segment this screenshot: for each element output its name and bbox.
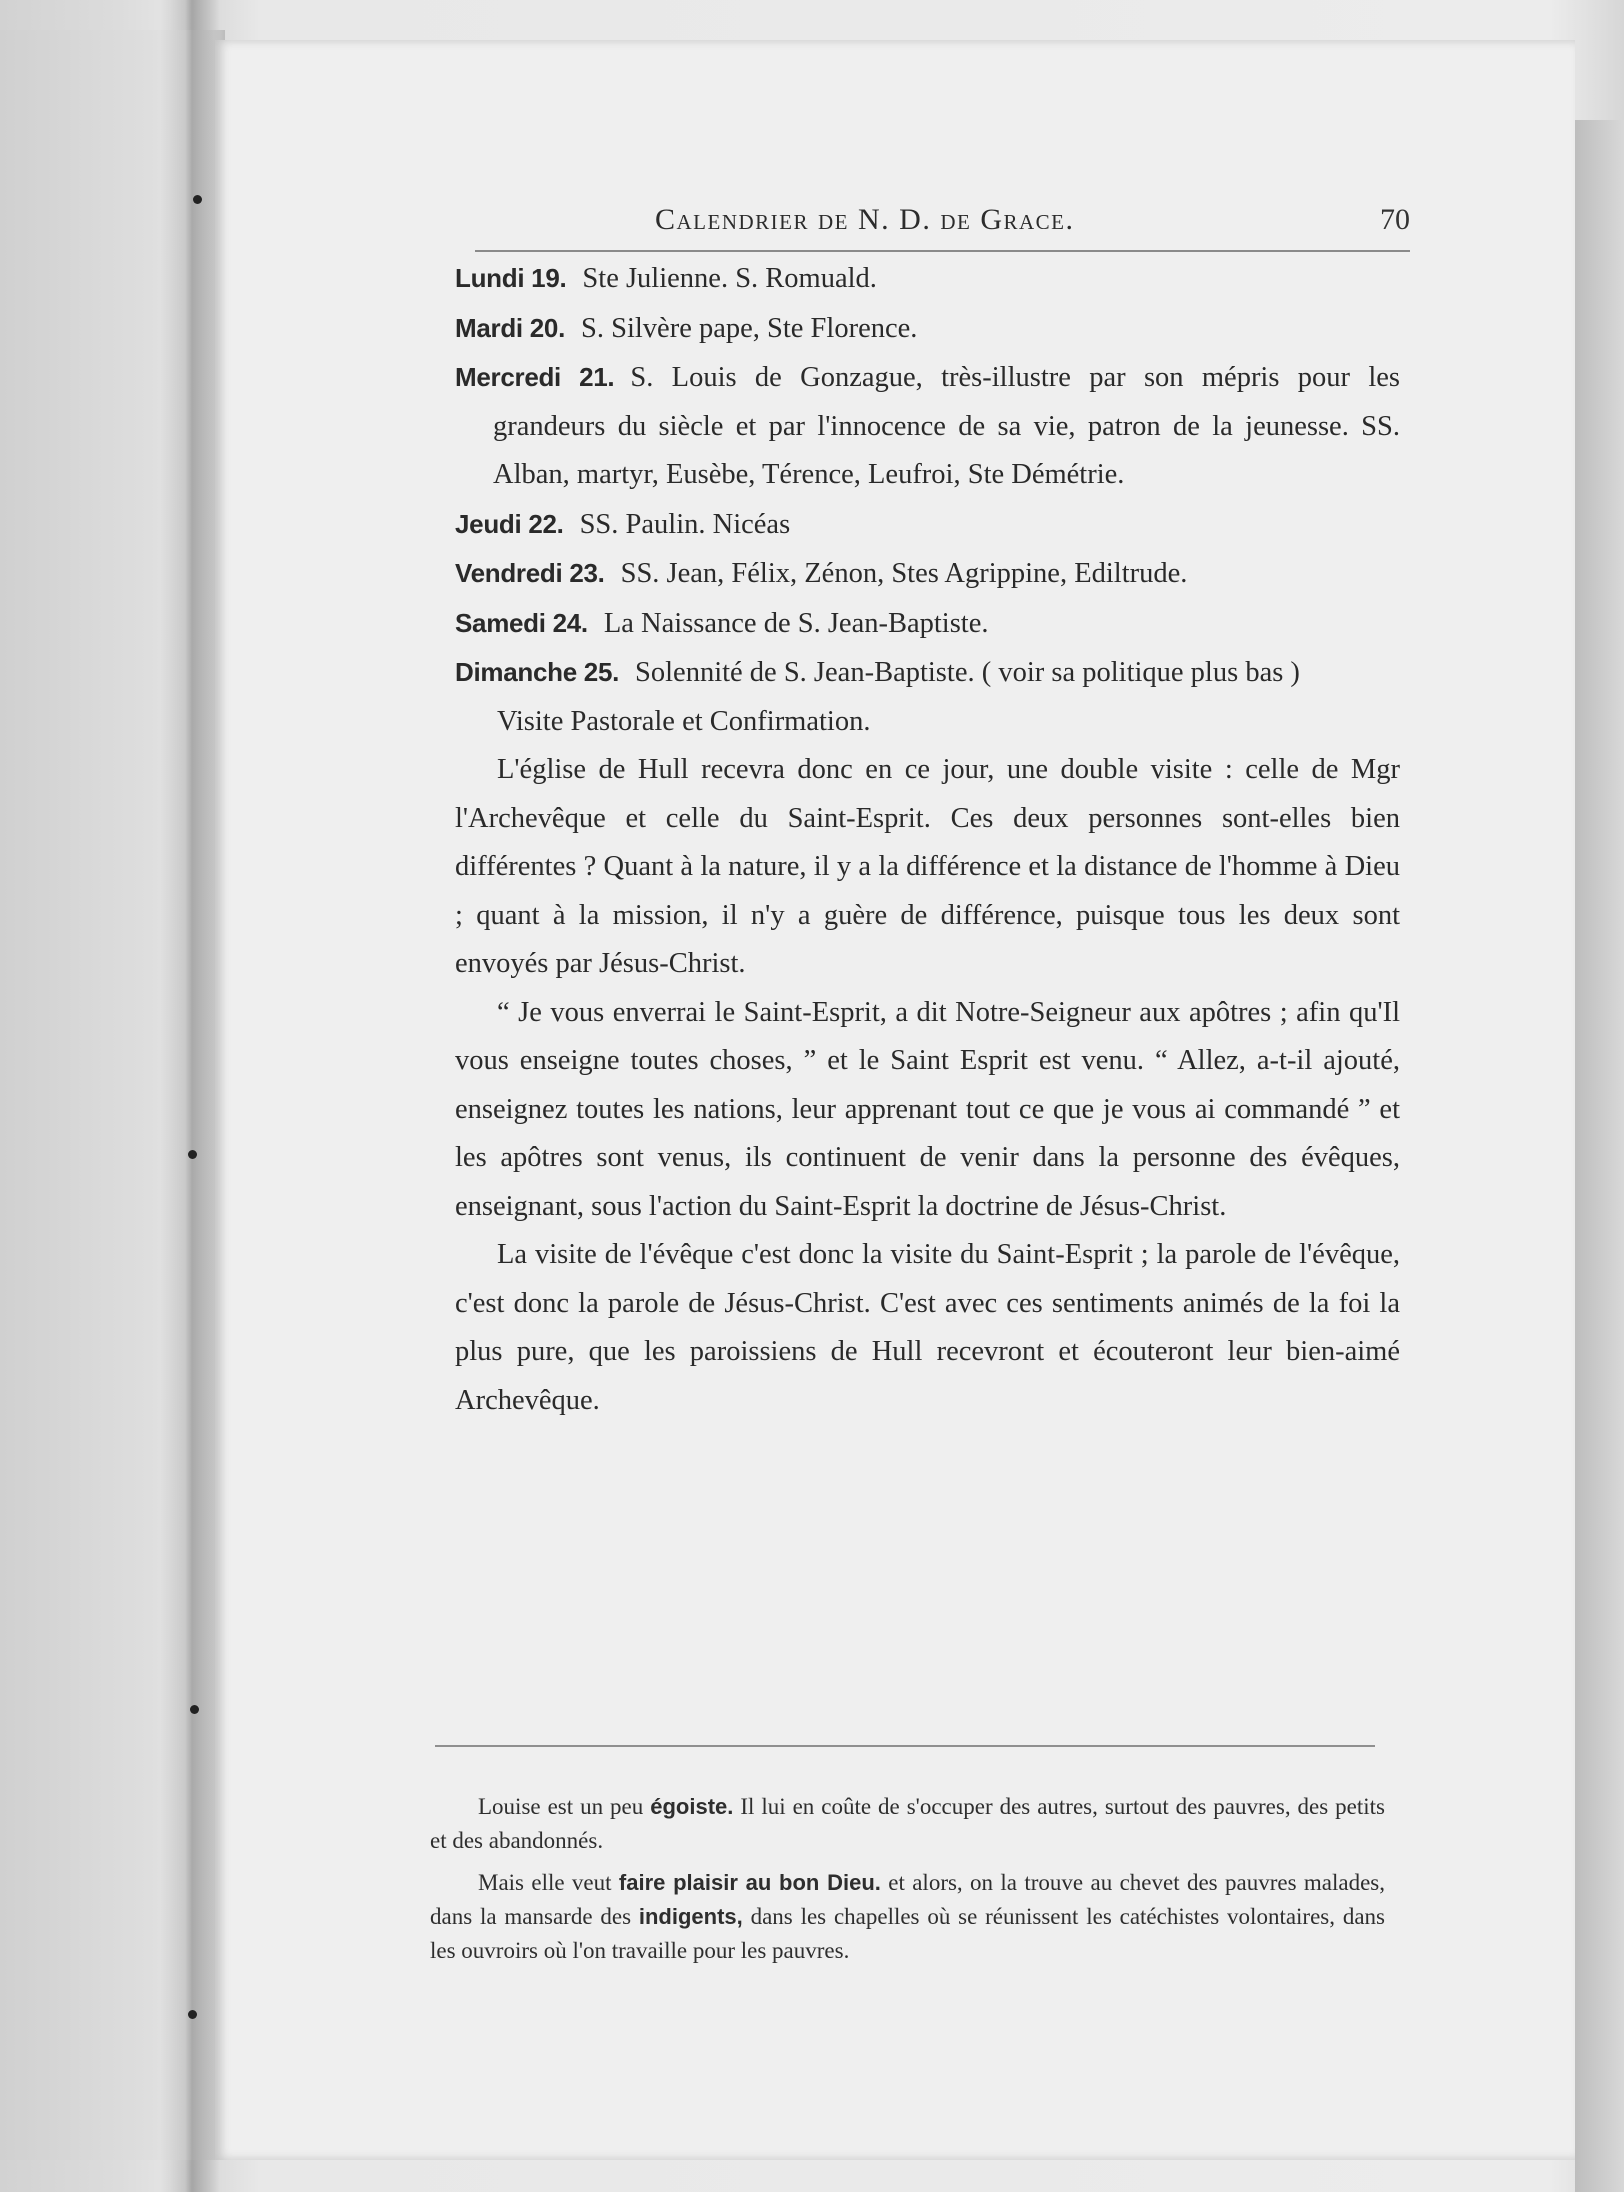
calendar-entry <box>455 353 1400 500</box>
entry-day: Mardi 20. <box>455 312 566 343</box>
page-content <box>455 190 1410 1425</box>
footnote-emphasis: indigents, <box>638 1904 743 1929</box>
binding-speck <box>188 1150 197 1159</box>
body-paragraph: Visite Pastorale et Confirmation. <box>497 705 871 737</box>
footnote-text: Il lui en coûte de s'occuper des autres, surtout des pauvres, des petits et des abandonnés. <box>430 1794 1386 1853</box>
body-paragraph: “ Je vous enverrai le Saint-Esprit, a dit Notre-Seigneur aux apôtres ; afin qu'Il vous enseigne toutes choses, ” et le Saint Esprit est venu. “ Allez, a-t-il ajouté, enseignez toutes les nations, leur apprenant tout ce que je vous ai commandé ” et les apôtres sont venus, ils continuent de venir dans la personne des évêques, enseignant, sous l'action du Saint-Esprit la doctrine de Jésus-Christ. <box>455 996 1400 1222</box>
binding-speck <box>188 2010 197 2019</box>
footnote-paragraph <box>430 1790 1385 1858</box>
entry-day: Jeudi 22. <box>455 508 564 539</box>
book-spine <box>160 0 220 2192</box>
entry-text: SS. Paulin. Nicéas <box>579 508 791 540</box>
entry-day: Samedi 24. <box>455 607 588 638</box>
footnote-text: dans les chapelles où se réunissent les catéchistes volontaires, dans les ouvroirs où l'on travaille pour les pauvres. <box>430 1904 1385 1963</box>
footnote <box>430 1790 1385 1976</box>
entry-text: La Naissance de S. Jean-Baptiste. <box>603 607 989 639</box>
entry-text: Ste Julienne. S. Romuald. <box>582 263 877 294</box>
calendar-entry <box>455 254 1400 304</box>
entry-day: Mercredi 21. <box>455 362 615 392</box>
calendar-entry <box>455 500 1400 550</box>
footnote-emphasis: faire plaisir au bon Dieu. <box>618 1870 881 1895</box>
binding-speck <box>190 1705 199 1714</box>
entry-day: Vendredi 23. <box>455 558 605 588</box>
footnote-text: Louise est un peu <box>478 1794 651 1819</box>
footnote-text: et alors, on la trouve au chevet des pauvres malades, dans la mansarde des <box>430 1870 1385 1929</box>
binding-speck <box>193 195 202 204</box>
body-paragraph: L'église de Hull recevra donc en ce jour, une double visite : celle de Mgr l'Archevêque et celle du Saint-Esprit. Ces deux personnes sont-elles bien différentes ? Quant à la nature, il y a la différence et la distance de l'homme à Dieu ; quant à la mission, il n'y a guère de différence, puisque tous les deux sont envoyés par Jésus-Christ. <box>455 754 1400 979</box>
right-page-edge <box>1575 120 1624 2192</box>
footnote-rule <box>435 1745 1375 1747</box>
calendar-entry <box>455 549 1400 599</box>
body-paragraph: La visite de l'évêque c'est donc la visite du Saint-Esprit ; la parole de l'évêque, c'est donc la parole de Jésus-Christ. C'est avec ces sentiments animés de la foi la plus pure, que les paroissiens de Hull recevront et écouteront leur bien-aimé Archevêque. <box>455 1239 1400 1416</box>
entry-day: Lundi 19. <box>455 263 567 293</box>
footnote-paragraph <box>430 1866 1385 1968</box>
entry-text: S. Silvère pape, Ste Florence. <box>581 312 918 344</box>
entry-text: S. Louis de Gonzague, très-illustre par son mépris pour les grandeurs du siècle et par l'innocence de sa vie, patron de la jeunesse. SS. Alban, martyr, Eusèbe, Térence, Leufroi, Ste Démétrie. <box>493 362 1400 490</box>
running-head <box>475 190 1410 252</box>
footnote-text: Mais elle veut <box>478 1870 619 1895</box>
calendar-entries <box>455 254 1400 698</box>
calendar-entry <box>455 599 1400 649</box>
running-head-title: Calendrier de N. D. de Grace. <box>655 203 1075 236</box>
footnote-emphasis: égoiste. <box>650 1794 734 1819</box>
page-number: 70 <box>1380 203 1410 236</box>
entry-text: SS. Jean, Félix, Zénon, Stes Agrippine, Ediltrude. <box>620 558 1188 589</box>
entry-text: Solennité de S. Jean-Baptiste. ( voir sa politique plus bas ) <box>635 657 1300 688</box>
calendar-entry <box>455 304 1400 354</box>
entry-day: Dimanche 25. <box>455 657 620 687</box>
calendar-entry <box>455 648 1400 698</box>
